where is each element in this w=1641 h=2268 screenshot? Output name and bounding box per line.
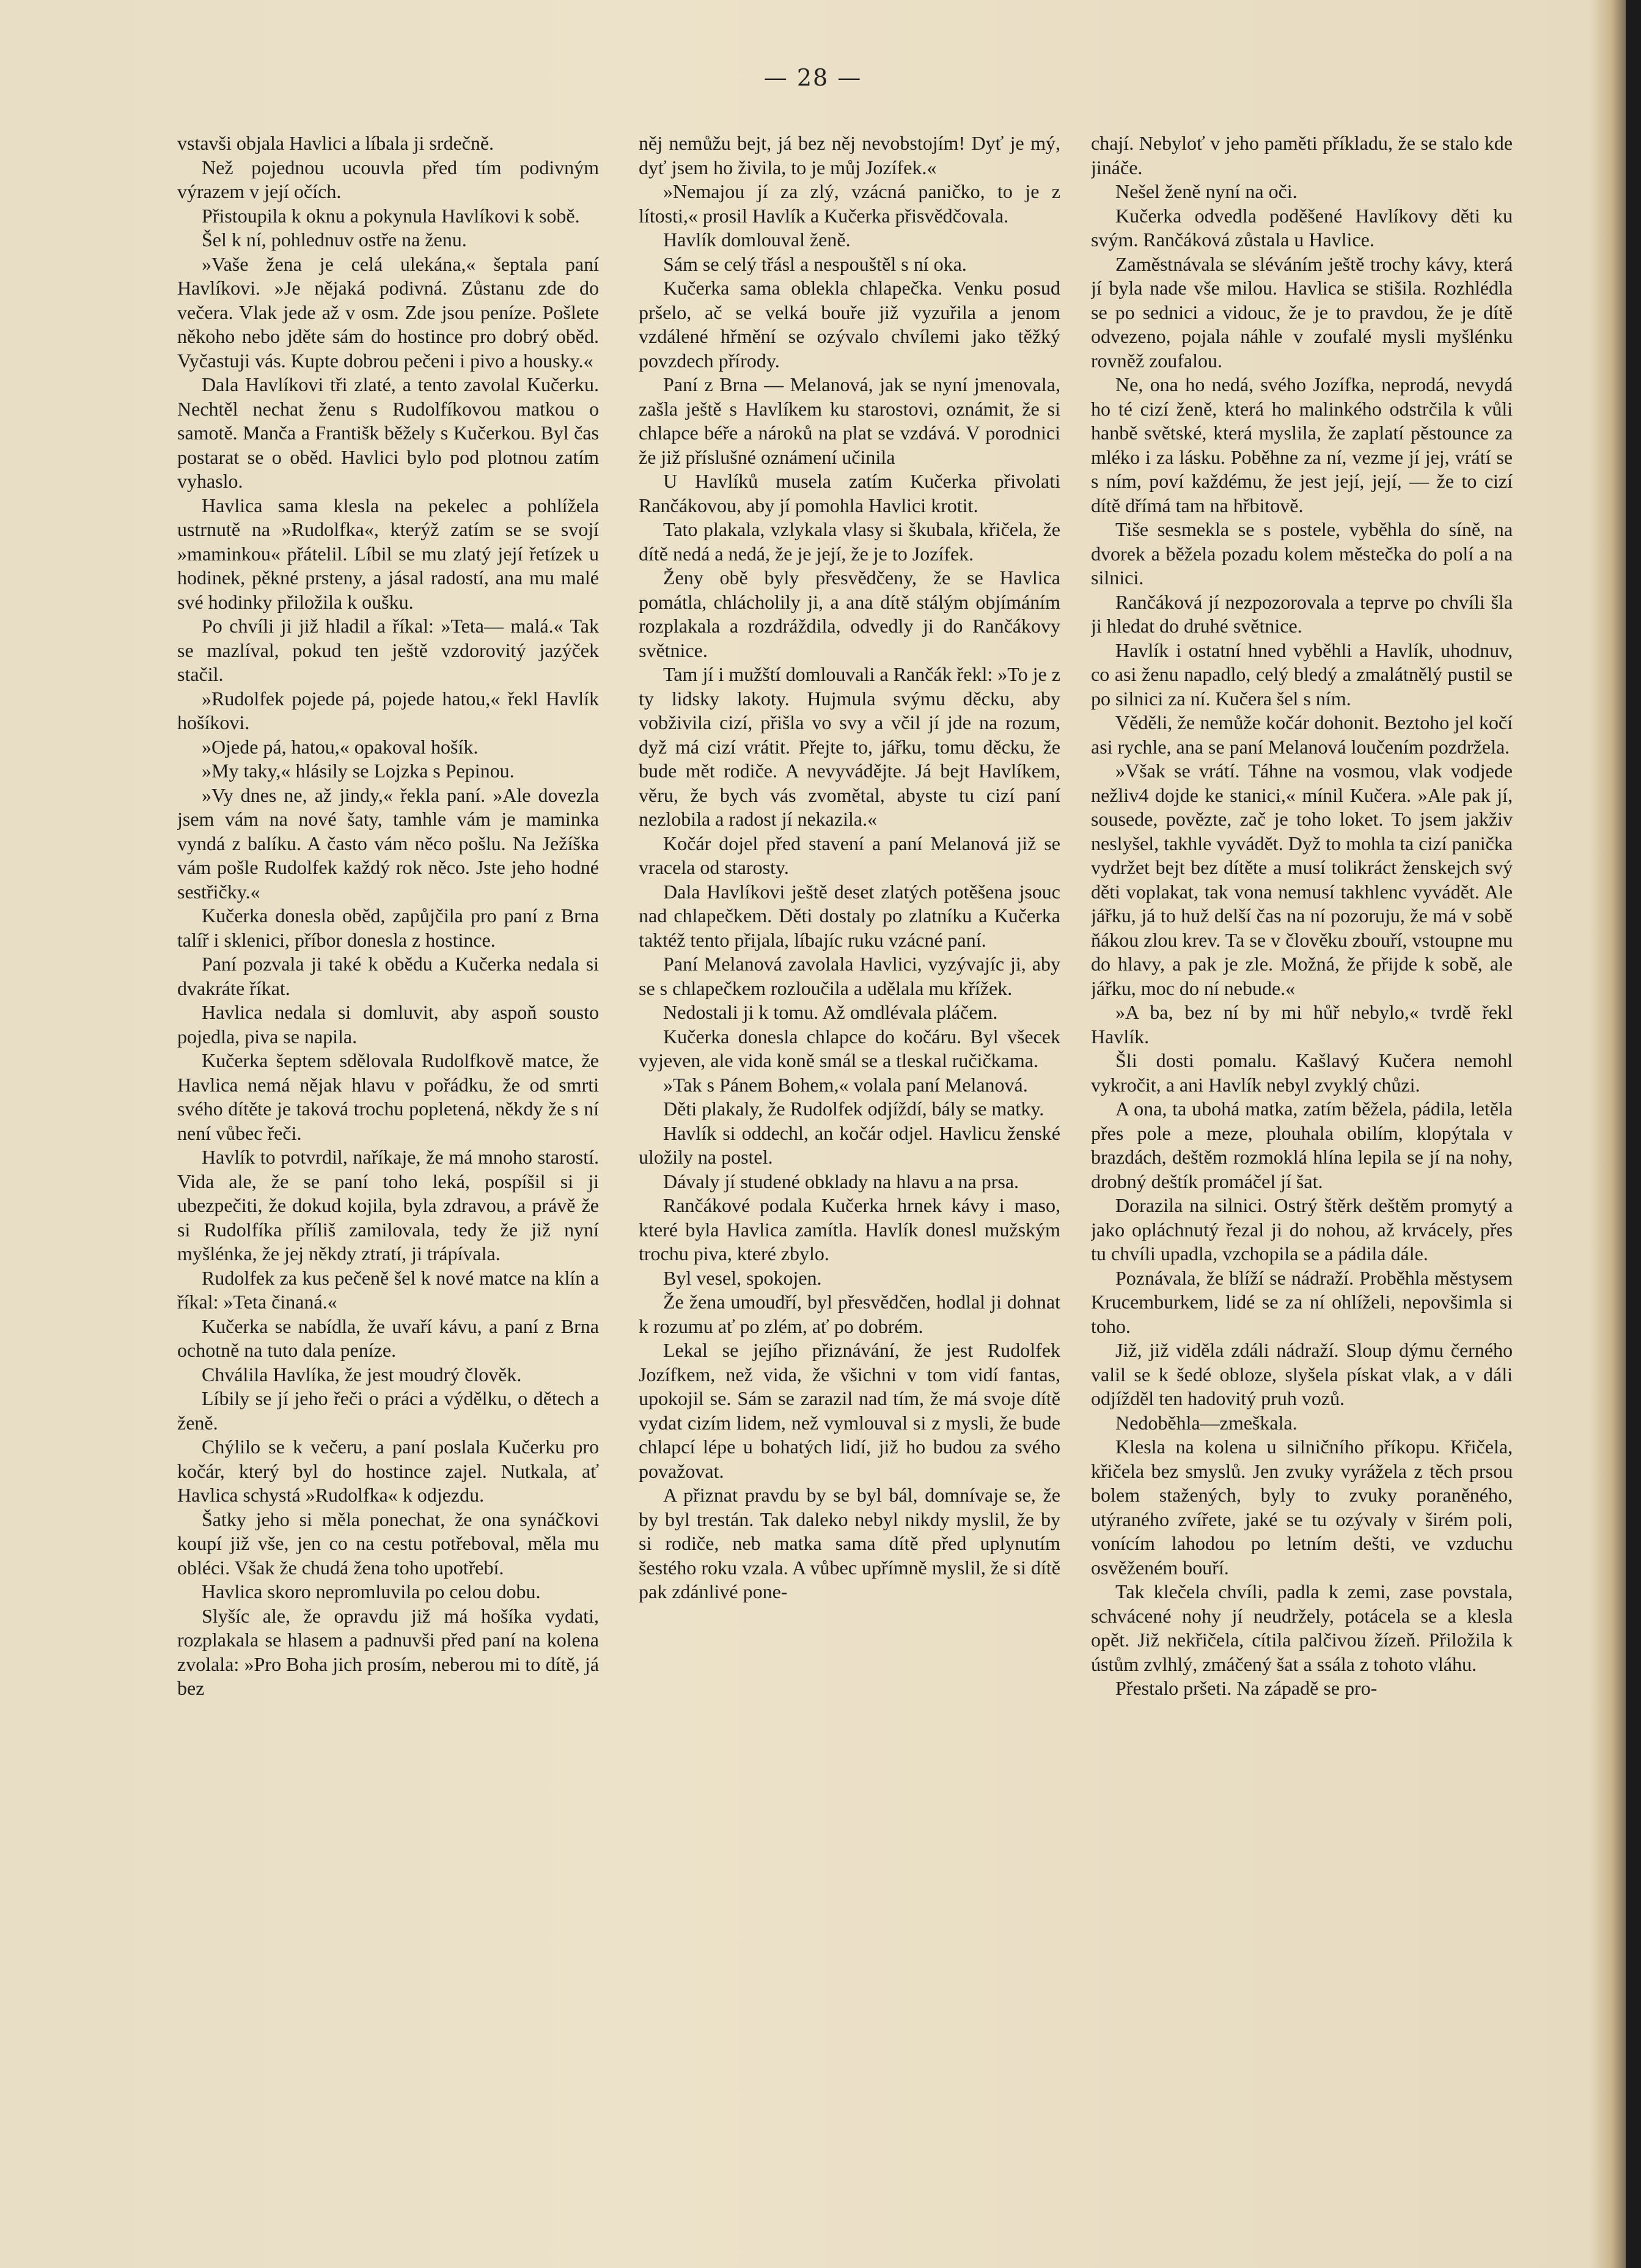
paragraph: Rudolfek za kus pečeně šel k nové matce na klín a říkal: »Teta činaná.« bbox=[177, 1266, 599, 1313]
paragraph: Havlík si oddechl, an kočár odjel. Havlicu ženské uložily na postel. bbox=[639, 1121, 1060, 1168]
paragraph: Věděli, že nemůže kočár dohonit. Beztoho jel kočí asi rychle, ana se paní Melanová loučením pozdržela. bbox=[1091, 711, 1513, 758]
paragraph: Kučerka donesla oběd, zapůjčila pro paní z Brna talíř i sklenici, příbor donesla z hostince. bbox=[177, 905, 599, 951]
paragraph: Havlica skoro nepromluvila po celou dobu. bbox=[202, 1580, 541, 1602]
paragraph: »Však se vrátí. Táhne na vosmou, vlak vodjede nežliv4 dojde ke stanici,« mínil Kučera. »Ale pak jí, sousede, povězte, zač je toho loket. To jsem jakživ neslyšel, takhle vyvádět. Dyž to mohla ta cizí panička vydržet bejt bez dítěte a musí tolikráct ženskejch svý děti voplakat, tak vona nemusí takhlenc vyvádět. Ale jářku, já to huž delší čas na ní pozoruju, že má v sobě ňákou zlou krev. Ta se v člověku zbouří, vstoupne mu do hlavy, a pak je zle. Možná, že přijde k sobě, ale jářku, moc do ní nebude.« bbox=[1091, 760, 1513, 999]
paragraph: vstavši objala Havlici a líbala ji srdečně. bbox=[177, 132, 494, 154]
paragraph: Tiše sesmekla se s postele, vyběhla do síně, na dvorek a běžela pozadu kolem městečka do polí a na silnici. bbox=[1091, 518, 1513, 589]
paragraph: A přiznat pravdu by se byl bál, domnívaje se, že by byl trestán. Tak daleko nebyl nikdy myslil, že by si rodiče, neb matka sama dítě před uplynutím šestého roku vzala. A vůbec upřímně myslil, že si dítě pak zdánlivé pone- bbox=[639, 1484, 1060, 1602]
paragraph: Paní z Brna — Melanová, jak se nyní jmenovala, zašla ještě s Havlíkem ku starostovi, oznámit, že si chlapce béře a nároků na plat se vzdává. V porodnici že již příslušné oznámení učinila bbox=[639, 373, 1060, 468]
text-column-3 bbox=[1091, 131, 1513, 2173]
paragraph: »Rudolfek pojede pá, pojede hatou,« řekl Havlík hošíkovi. bbox=[177, 687, 599, 733]
paragraph: Než pojednou ucouvla před tím podivným výrazem v její očích. bbox=[177, 156, 599, 202]
page-edge-shadow bbox=[1589, 0, 1626, 2268]
text-column-1 bbox=[177, 131, 599, 2173]
paragraph: Havlík to potvrdil, naříkaje, že má mnoho starostí. Vida ale, že se paní toho leká, pospíšil si ji ubezpečiti, že dokud kojila, byla zdravou, a právě že si Rudolfíka příliš zamilovala, tedy že již nyní myšlénka, že jej někdy ztratí, ji trápívala. bbox=[177, 1146, 599, 1264]
paragraph: Líbily se jí jeho řeči o práci a výdělku, o dětech a ženě. bbox=[177, 1387, 599, 1434]
paragraph: Dorazila na silnici. Ostrý štěrk deštěm promytý a jako opláchnutý řezal ji do nohou, až krvácely, přes tu chvíli upadla, vzchopila se a pádila dále. bbox=[1091, 1194, 1513, 1264]
paragraph: Rančákové podala Kučerka hrnek kávy i maso, které byla Havlica zamítla. Havlík donesl mužským trochu piva, které zbylo. bbox=[639, 1194, 1060, 1264]
paragraph: Nedoběhla—zmeškala. bbox=[1115, 1411, 1298, 1434]
paragraph: U Havlíků musela zatím Kučerka přivolati Rančákovou, aby jí pomohla Havlici krotit. bbox=[639, 470, 1060, 516]
paragraph: Přistoupila k oknu a pokynula Havlíkovi k sobě. bbox=[202, 204, 580, 227]
paragraph: Kučerka se nabídla, že uvaří kávu, a paní z Brna ochotně na tuto dala peníze. bbox=[177, 1315, 599, 1361]
text-column-2 bbox=[639, 131, 1060, 2173]
paragraph: Kučerka šeptem sdělovala Rudolfkově matce, že Havlica nemá nějak hlavu v pořádku, že od smrti svého dítěte je taková trochu popletená, někdy že s ní není vůbec řeči. bbox=[177, 1049, 599, 1144]
paragraph: Paní Melanová zavolala Havlici, vyzývajíc ji, aby se s chlapečkem rozloučila a udělala mu křížek. bbox=[639, 953, 1060, 999]
paragraph: Šel k ní, pohlednuv ostře na ženu. bbox=[202, 229, 467, 251]
paragraph: Nedostali ji k tomu. Až omdlévala pláčem. bbox=[663, 1001, 998, 1023]
paragraph: Ne, ona ho nedá, svého Jozífka, neprodá, nevydá ho té cizí ženě, která ho malinkého odstrčila k vůli hanbě světské, která myslila, že zaplatí pěstounce za mléko i za lásku. Poběhne za ní, vezme jí jej, vrátí se s ním, poví každému, že jest její, její, — že to cizí dítě dřímá tam na hřbitově. bbox=[1091, 373, 1513, 516]
paragraph: Dala Havlíkovi ještě deset zlatých potěšena jsouc nad chlapečkem. Děti dostaly po zlatníku a Kučerka taktéž tento přijala, líbajíc ruku vzácné paní. bbox=[639, 880, 1060, 951]
paragraph: Havlík i ostatní hned vyběhli a Havlík, uhodnuv, co asi ženu napadlo, celý bledý a zmalátnělý pustil se po silnici za ní. Kučera šel s ním. bbox=[1091, 639, 1513, 710]
paragraph: »A ba, bez ní by mi hůř nebylo,« tvrdě řekl Havlík. bbox=[1091, 1001, 1513, 1048]
paragraph: Slyšíc ale, že opravdu již má hošíka vydati, rozplakala se hlasem a padnuvši před paní na kolena zvolala: »Pro Boha jich prosím, neberou mi to dítě, já bez bbox=[177, 1604, 599, 1699]
paragraph: Dávaly jí studené obklady na hlavu a na prsa. bbox=[663, 1170, 1019, 1192]
paragraph: Poznávala, že blíží se nádraží. Proběhla městysem Krucemburkem, lidé se za ní ohlíželi, nepovšimla si toho. bbox=[1091, 1266, 1513, 1337]
paragraph: Rančáková jí nezpozorovala a teprve po chvíli šla ji hledat do druhé světnice. bbox=[1091, 590, 1513, 637]
paragraph: Zaměstnávala se sléváním ještě trochy kávy, která jí byla nade vše milou. Havlica se stišila. Rozhlédla se po sednici a vidouc, že je to pravdou, že je dítě odvezeno, pojala náhle v zoufalé mysli myšlénku rovněž zoufalou. bbox=[1091, 252, 1513, 372]
paragraph: Havlica sama klesla na pekelec a pohlížela ustrnutě na »Rudolfka«, kterýž zatím se se svojí »maminkou« přátelil. Líbil se mu zlatý její řetízek u hodinek, pěkné prsteny, a jásal radostí, ana mu malé své hodinky přiložila k oušku. bbox=[177, 494, 599, 613]
paragraph: Klesla na kolena u silničního příkopu. Křičela, křičela bez smyslů. Jen zvuky vyrážela z těch prsou bolem stažených, byly to zvuky poraněného, utýraného zvířete, jaké se tu ozývaly v širém poli, vonícím lahodou po letním dešti, ve vzduchu osvěženém bouří. bbox=[1091, 1436, 1513, 1579]
paragraph: »Tak s Pánem Bohem,« volala paní Melanová. bbox=[663, 1073, 1028, 1096]
paragraph: Kučerka sama oblekla chlapečka. Venku posud pršelo, ač se velká bouře již vyzuřila a jenom vzdálené hřmění se ozývalo chvílemi jako těžký povzdech přírody. bbox=[639, 277, 1060, 372]
paragraph: Tak klečela chvíli, padla k zemi, zase povstala, schvácené nohy jí neudržely, potácela se a klesla opět. Již nekřičela, cítila palčivou žízeň. Přiložila k ústům zvlhlý, zmáčený šat a ssála z tohoto vláhu. bbox=[1091, 1580, 1513, 1675]
paragraph: »Vaše žena je celá ulekána,« šeptala paní Havlíkovi. »Je nějaká podivná. Zůstanu zde do večera. Vlak jede až v osm. Zde jsou peníze. Pošlete někoho nebo jděte sám do hostince pro dobrý oběd. Vyčastuji vás. Kupte dobrou pečeni i pivo a housky.« bbox=[177, 252, 599, 372]
paragraph: »Vy dnes ne, až jindy,« řekla paní. »Ale dovezla jsem vám na nové šaty, tamhle vám je maminka vyndá z balíku. A často vám něco pošlu. Na Ježíška vám pošle Rudolfek každý rok něco. Jste jeho hodné sestřičky.« bbox=[177, 784, 599, 903]
paragraph: Chválila Havlíka, že jest moudrý člověk. bbox=[202, 1363, 522, 1385]
paragraph: Kočár dojel před stavení a paní Melanová již se vracela od starosty. bbox=[639, 832, 1060, 878]
paragraph: Havlica nedala si domluvit, aby aspoň sousto pojedla, piva se napila. bbox=[177, 1001, 599, 1048]
paragraph: něj nemůžu bejt, já bez něj nevobstojím! Dyť je mý, dyť jsem ho živila, to je můj Jozífek.« bbox=[639, 132, 1060, 178]
paragraph: Šli dosti pomalu. Kašlavý Kučera nemohl vykročit, a ani Havlík nebyl zvyklý chůzi. bbox=[1091, 1049, 1513, 1096]
paragraph: Lekal se jejího přiznávání, že jest Rudolfek Jozífkem, než vida, že všichni v tom vidí fantas, upokojil se. Sám se zarazil nad tím, že má svoje dítě vydat cizím lidem, než vymlouval si z mysli, že bude chlapcí lépe u bohatých lidí, již ho budou za svého považovat. bbox=[639, 1339, 1060, 1482]
paragraph: Havlík domlouval ženě. bbox=[663, 229, 851, 251]
paragraph: Tato plakala, vzlykala vlasy si škubala, křičela, že dítě nedá a nedá, že je její, že je to Jozífek. bbox=[639, 518, 1060, 565]
paragraph: Kučerka odvedla poděšené Havlíkovy děti ku svým. Rančáková zůstala u Havlice. bbox=[1091, 204, 1513, 251]
paragraph: Kučerka donesla chlapce do kočáru. Byl všecek vyjeven, ale vida koně smál se a tleskal ručičkama. bbox=[639, 1025, 1060, 1071]
paragraph: »Nemajou jí za zlý, vzácná paničko, to je z lítosti,« prosil Havlík a Kučerka přisvědčovala. bbox=[639, 180, 1060, 227]
paragraph: Že žena umoudří, byl přesvědčen, hodlal ji dohnat k rozumu ať po zlém, ať po dobrém. bbox=[639, 1291, 1060, 1337]
paragraph: Již, již viděla zdáli nádraží. Sloup dýmu černého valil se k šedé obloze, slyšela pískat vlak, a v dáli odjížděl ten hadovitý pruh vozů. bbox=[1091, 1339, 1513, 1409]
paragraph: Tam jí i mužští domlouvali a Rančák řekl: »To je z ty lidsky lakoty. Hujmula svýmu děcku, aby vobživila cizí, přišla vo svy a včil jí jde na rozum, dyž má cizí vrátit. Přejte to, jářku, tomu děcku, že bude mět rodiče. A nevyvádějte. Já bejt Havlíkem, věru, že bych vás zvomětal, abyste tu cizí paní nezlobila a radost jí nekazila.« bbox=[639, 663, 1060, 830]
paragraph: chají. Nebyloť v jeho paměti příkladu, že se stalo kde jináče. bbox=[1091, 132, 1513, 178]
paragraph: Děti plakaly, že Rudolfek odjíždí, bály se matky. bbox=[663, 1098, 1044, 1120]
paragraph: Přestalo pršeti. Na západě se pro- bbox=[1115, 1677, 1378, 1699]
paragraph: Byl vesel, spokojen. bbox=[663, 1266, 822, 1289]
paragraph: A ona, ta ubohá matka, zatím běžela, pádila, letěla přes pole a meze, plouhala obilím, klopýtala v brazdách, deštěm rozmoklá hlína lepila se jí na nohy, drobný deštík promáčel jí šat. bbox=[1091, 1098, 1513, 1192]
paragraph: Šatky jeho si měla ponechat, že ona synáčkovi koupí již vše, jen co na cestu potřeboval, měla mu obléci. Však že chudá žena toho upotřebí. bbox=[177, 1508, 599, 1579]
paragraph: Nešel ženě nyní na oči. bbox=[1115, 180, 1298, 202]
paragraph: Po chvíli ji již hladil a říkal: »Teta— malá.« Tak se mazlíval, pokud ten ještě vzdorovitý jazýček stačil. bbox=[177, 615, 599, 685]
paragraph: Chýlilo se k večeru, a paní poslala Kučerku pro kočár, který byl do hostince zajel. Nutkala, ať Havlica schystá »Rudolfka« k odjezdu. bbox=[177, 1436, 599, 1506]
page-number: — 28 — bbox=[763, 64, 862, 91]
paragraph: Dala Havlíkovi tři zlaté, a tento zavolal Kučerku. Nechtěl nechat ženu s Rudolfíkovou matkou o samotě. Manča a Františk běžely s Kučerkou. Byl čas postarat se o oběd. Havlici bylo pod plotnou zatím vyhaslo. bbox=[177, 373, 599, 492]
paragraph: »My taky,« hlásily se Lojzka s Pepinou. bbox=[202, 760, 515, 782]
paragraph: Ženy obě byly přesvědčeny, že se Havlica pomátla, chlácholily ji, a ana dítě stálým objímáním rozplakala a rozdráždila, odvedly ji do Rančákovy světnice. bbox=[639, 567, 1060, 661]
paragraph: Sám se celý třásl a nespouštěl s ní oka. bbox=[663, 252, 967, 275]
paragraph: »Ojede pá, hatou,« opakoval hošík. bbox=[202, 735, 479, 758]
paragraph: Paní pozvala ji také k obědu a Kučerka nedala si dvakráte říkat. bbox=[177, 953, 599, 999]
